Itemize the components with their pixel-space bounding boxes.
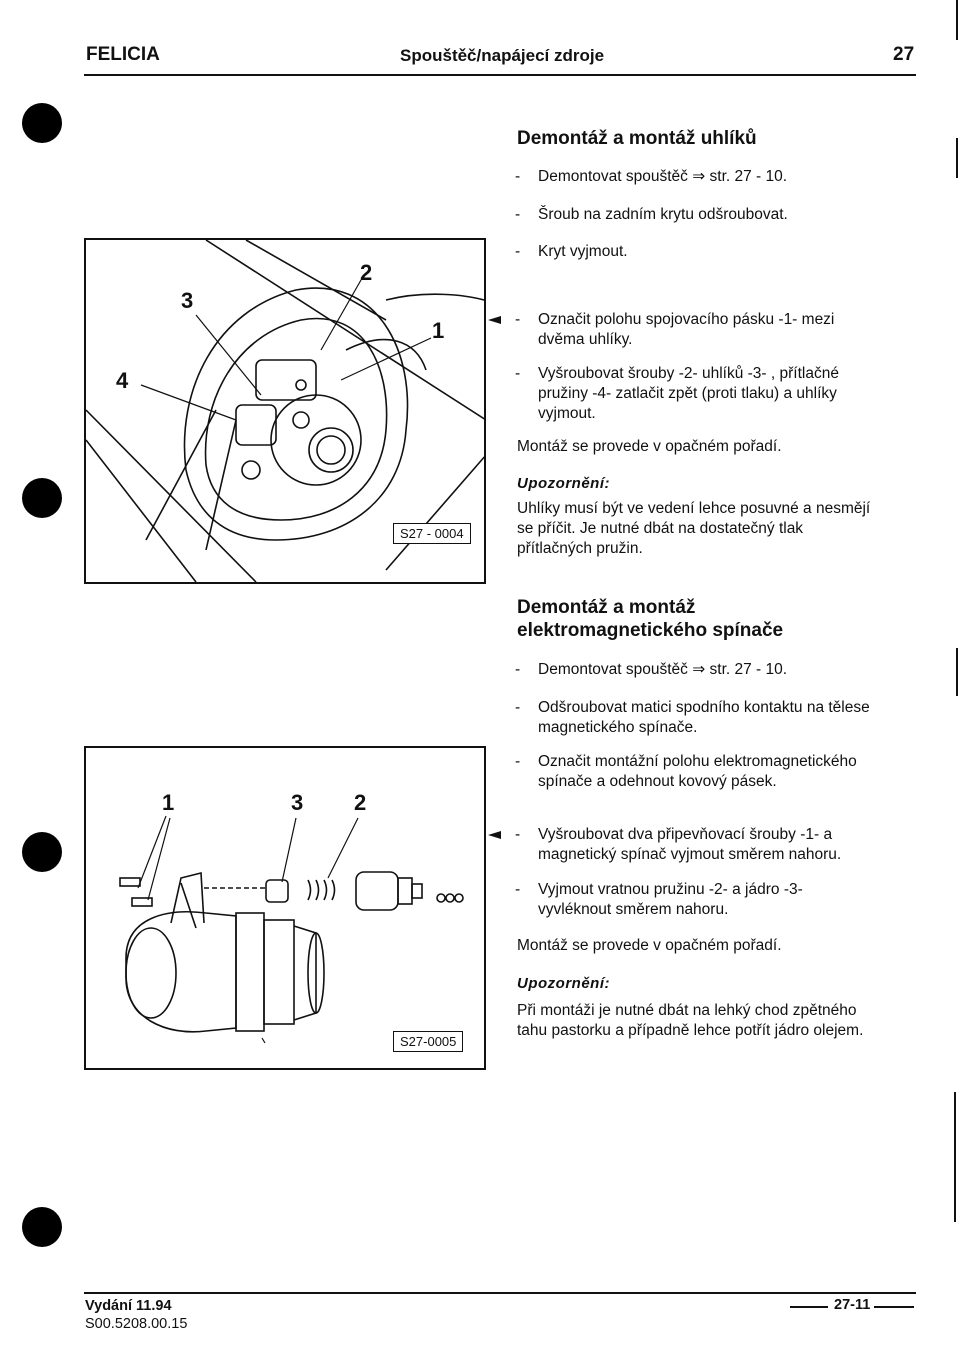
leader-line (341, 338, 431, 380)
warning-text: Při montáži je nutné dbát na lehký chod zpětného tahu pastorku a případně lehce potřít jádro olejem. (517, 1002, 864, 1039)
punch-hole (22, 103, 62, 143)
callout-label: 1 (432, 318, 445, 343)
step-item: - Vyjmout vratnou pružinu -2- a jádro -3- vyvléknout směrem nahoru. (515, 881, 803, 918)
callout-label: 2 (354, 790, 367, 815)
section-title: elektromagnetického spínače (517, 620, 784, 641)
header-rule (84, 74, 916, 76)
callout-label: 4 (116, 368, 129, 393)
section-title: Demontáž a montáž (517, 597, 696, 618)
warning-text: Uhlíky musí být ve vedení lehce posuvné a nesmějí se příčit. Je nutné dbát na dostatečný tlak přítlačných pružin. (517, 500, 871, 557)
header-title: Spouštěč/napájecí zdroje (400, 46, 605, 65)
section-title: Demontáž a montáž uhlíků (517, 128, 757, 149)
figure-ref-arrow-icon (488, 831, 501, 839)
footer-page-ref: 27-11 (834, 1297, 871, 1313)
margin-bar (954, 1092, 956, 1222)
figure-code: S27 - 0004 (393, 523, 471, 544)
callout-label: 1 (162, 790, 175, 815)
step-item: - Odšroubovat matici spodního kontaktu na tělese magnetického spínače. (515, 699, 870, 736)
solenoid-drawing (86, 748, 484, 1068)
step-item: - Vyšroubovat dva připevňovací šrouby -1- a magnetický spínač vyjmout směrem nahoru. (515, 826, 842, 863)
step-item: - Šroub na zadním krytu odšroubovat. (515, 206, 788, 223)
assembly-note: Montáž se provede v opačném pořadí. (517, 438, 782, 455)
punch-hole (22, 832, 62, 872)
figure-code: S27-0005 (393, 1031, 463, 1052)
footer-rule (84, 1292, 916, 1294)
assembly-note: Montáž se provede v opačném pořadí. (517, 937, 782, 954)
warning-heading: Upozornění: (517, 975, 610, 992)
footer-page-rule-left (790, 1306, 828, 1308)
step-item: - Kryt vyjmout. (515, 243, 628, 260)
footer-edition: Vydání 11.94 (85, 1298, 172, 1314)
step-item: - Vyšroubovat šrouby -2- uhlíků -3- , přítlačné pružiny -4- zatlačit zpět (proti tlaku) a uhlíky vyjmout. (515, 365, 839, 422)
header-brand: FELICIA (86, 44, 160, 65)
warning-heading: Upozornění: (517, 475, 610, 492)
punch-hole (22, 478, 62, 518)
leader-line (141, 385, 236, 420)
figure-brush-holder (84, 238, 486, 584)
leader-line (196, 315, 261, 395)
margin-bar (956, 0, 958, 40)
margin-bar (956, 138, 958, 178)
leader-line (328, 818, 358, 878)
step-item: - Označit polohu spojovacího pásku -1- mezi dvěma uhlíky. (515, 311, 835, 348)
leader-line (148, 818, 170, 900)
footer-page-rule-right (874, 1306, 914, 1308)
callout-label: 3 (291, 790, 304, 815)
leader-line (282, 818, 296, 882)
figure-solenoid (84, 746, 486, 1070)
step-item: - Demontovat spouštěč ⇒ str. 27 - 10. (515, 168, 788, 185)
figure-ref-arrow-icon (488, 316, 501, 324)
punch-hole (22, 1207, 62, 1247)
callout-label: 3 (181, 288, 194, 313)
margin-bar (956, 648, 958, 696)
callout-label: 2 (360, 260, 373, 285)
step-item: - Demontovat spouštěč ⇒ str. 27 - 10. (515, 661, 788, 678)
header-page-number: 27 (893, 44, 915, 65)
leader-line (321, 280, 361, 350)
step-item: - Označit montážní polohu elektromagnetického spínače a odehnout kovový pásek. (515, 753, 857, 790)
footer-doc-code: S00.5208.00.15 (85, 1316, 188, 1332)
leader-line (138, 816, 166, 888)
